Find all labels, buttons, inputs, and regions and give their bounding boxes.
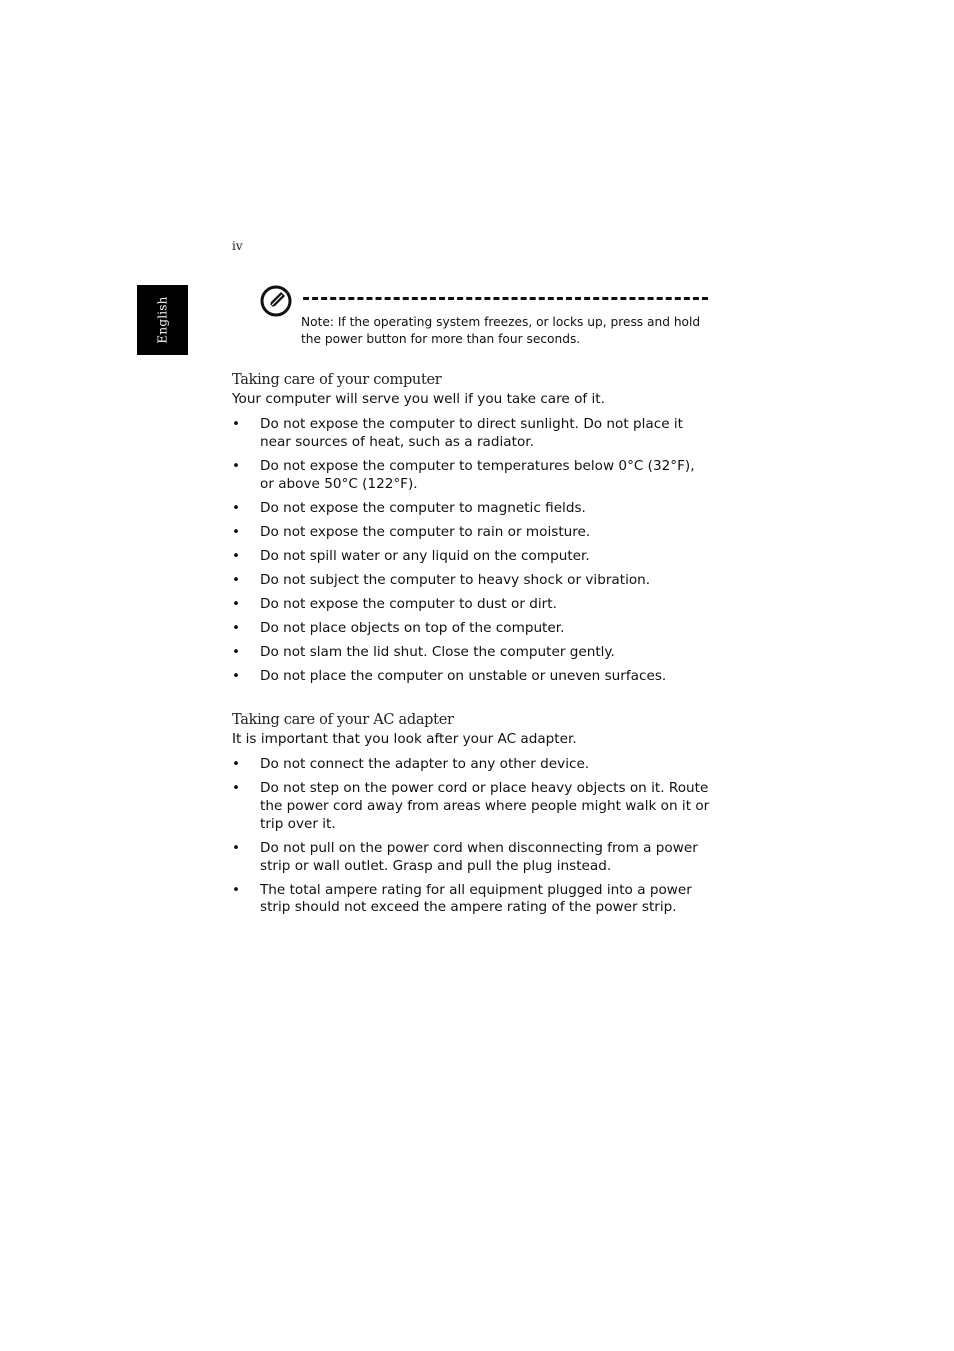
page-number: iv xyxy=(232,239,243,253)
list-item xyxy=(232,548,712,566)
list-item-text: Do not expose the computer to magnetic fields. xyxy=(260,499,586,516)
list-item-text: Do not connect the adapter to any other device. xyxy=(260,756,590,772)
list-item-text: Do not expose the computer to temperatures below 0°C (32°F), or above 50°C (122°F). xyxy=(260,457,695,492)
list-item-text: Do not pull on the power cord when disconnecting from a power strip or wall outlet. Grasp and pull the plug instead. xyxy=(260,839,698,874)
section-intro: Your computer will serve you well if you take care of it. xyxy=(232,391,605,407)
list-item-text: Do not place objects on top of the computer. xyxy=(260,620,565,637)
bullet: • xyxy=(232,756,241,772)
list-item-text: The total ampere rating for all equipment plugged into a power strip should not exceed the ampere rating of the power strip. xyxy=(260,881,692,916)
section-intro: It is important that you look after your AC adapter. xyxy=(232,731,577,747)
list-item xyxy=(232,756,712,774)
note-pen-icon xyxy=(260,285,292,317)
bullet: • xyxy=(232,780,241,797)
list-item xyxy=(232,458,712,494)
list-item xyxy=(232,882,712,918)
bullet: • xyxy=(232,596,241,613)
bullet: • xyxy=(232,668,241,685)
bullet: • xyxy=(232,416,241,432)
computer-care-list xyxy=(232,416,712,686)
bullet: • xyxy=(232,881,241,898)
adapter-care-list xyxy=(232,756,712,917)
bullet: • xyxy=(232,644,241,661)
bullet: • xyxy=(232,572,241,589)
list-item xyxy=(232,644,712,662)
bullet: • xyxy=(232,839,241,856)
list-item-text: Do not subject the computer to heavy shock or vibration. xyxy=(260,572,651,589)
note-divider xyxy=(303,297,708,300)
list-item xyxy=(232,840,712,876)
list-item xyxy=(232,416,712,452)
list-item xyxy=(232,596,712,614)
section-title: Taking care of your computer xyxy=(232,372,442,388)
list-item xyxy=(232,524,712,542)
list-item-text: Do not expose the computer to dust or dirt. xyxy=(260,596,557,613)
list-item-text: Do not expose the computer to rain or moisture. xyxy=(260,523,591,540)
list-item-text: Do not slam the lid shut. Close the computer gently. xyxy=(260,644,615,661)
list-item xyxy=(232,668,712,686)
list-item-text: Do not step on the power cord or place heavy objects on it. Route the power cord away from areas where people might walk on it or trip over it. xyxy=(260,780,710,832)
list-item xyxy=(232,780,712,833)
list-item xyxy=(232,572,712,590)
bullet: • xyxy=(232,620,241,637)
section-title: Taking care of your AC adapter xyxy=(232,712,454,728)
language-tab-label: English xyxy=(155,296,170,344)
bullet: • xyxy=(232,499,241,516)
bullet: • xyxy=(232,457,241,474)
list-item-text: Do not spill water or any liquid on the computer. xyxy=(260,547,590,564)
language-tab xyxy=(137,285,188,355)
note-text: Note: If the operating system freezes, or locks up, press and hold the power button for more than four seconds. xyxy=(301,315,701,346)
list-item-text: Do not expose the computer to direct sunlight. Do not place it near sources of heat, such as a radiator. xyxy=(260,416,684,450)
section-adapter-care xyxy=(232,710,712,924)
list-item xyxy=(232,500,712,518)
bullet: • xyxy=(232,547,241,564)
bullet: • xyxy=(232,523,241,540)
list-item xyxy=(232,620,712,638)
list-item-text: Do not place the computer on unstable or uneven surfaces. xyxy=(260,668,667,685)
section-computer-care xyxy=(232,370,712,693)
